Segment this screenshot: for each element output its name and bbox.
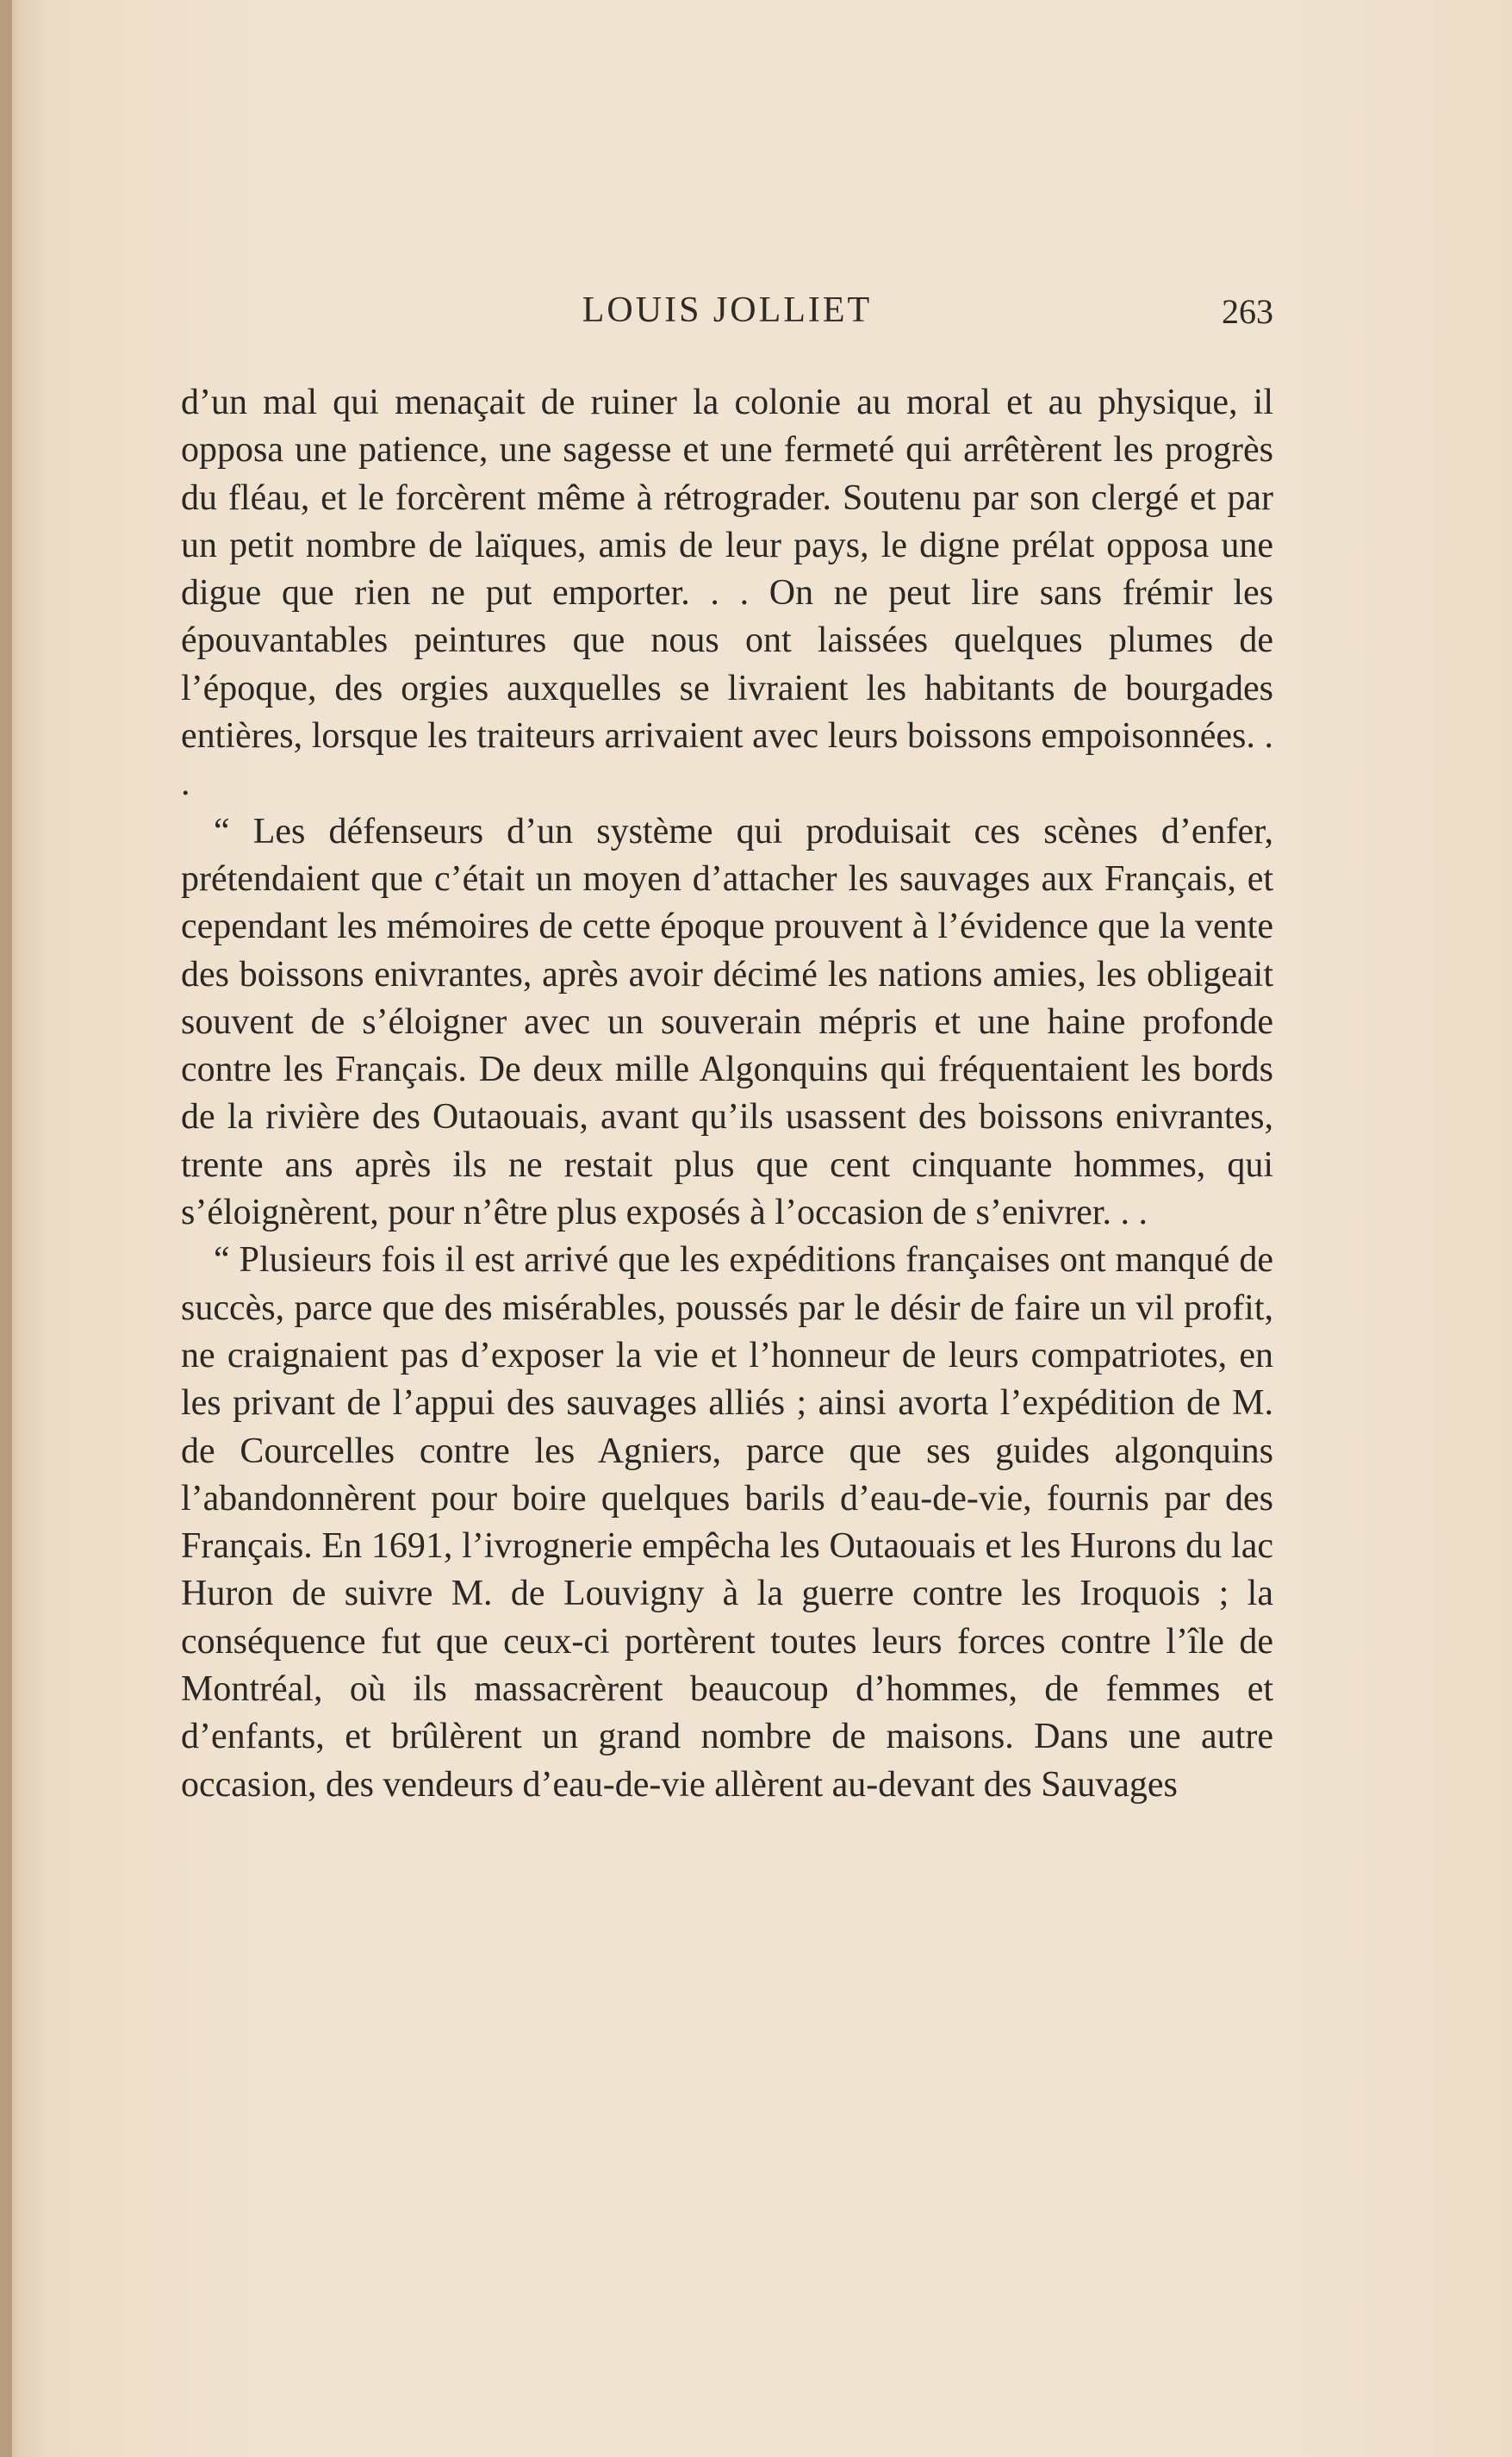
page-spine-edge — [0, 0, 12, 2457]
page-header — [181, 290, 1273, 341]
page-number: 263 — [1222, 292, 1273, 331]
running-title: LOUIS JOLLIET — [582, 290, 873, 330]
paragraph-1: d’un mal qui menaçait de ruiner la colonie au moral et au physique, il opposa une patience, une sagesse et une fermeté qui arrêtèrent les progrès du fléau, et le forcèrent même à rétrograder. Soutenu par son clergé et par un petit nombre de laïques, amis de leur pays, le digne prélat opposa une digue que rien ne put emporter. . . On ne peut lire sans frémir les épouvantables peintures que nous ont laissées quelques plumes de l’époque, des orgies auxquelles se livraient les habitants de bourgades entières, lorsque les traiteurs arrivaient avec leurs boissons empoisonnées. . . — [181, 383, 1273, 804]
paragraph-3: “ Plusieurs fois il est arrivé que les expéditions françaises ont manqué de succès, parce que des misérables, poussés par le désir de faire un vil profit, ne craignaient pas d’exposer la vie et l’honneur de leurs compatriotes, en les privant de l’appui des sauvages alliés ; ainsi avorta l’expédition de M. de Courcelles contre les Agniers, parce que ses guides algonquins l’abandonnèrent pour boire quelques barils d’eau-de-vie, fournis par des Français. En 1691, l’ivrognerie empêcha les Outaouais et les Hurons du lac Huron de suivre M. de Louvigny à la guerre contre les Iroquois ; la conséquence fut que ceux-ci portèrent toutes leurs forces contre l’île de Montréal, où ils massacrèrent beaucoup d’hommes, de femmes et d’enfants, et brûlèrent un grand nombre de maisons. Dans une autre occasion, des vendeurs d’eau-de-vie allèrent au-devant des Sauvages — [181, 1240, 1273, 1805]
paragraph-2: “ Les défenseurs d’un système qui produisait ces scènes d’enfer, prétendaient que c’était un moyen d’attacher les sauvages aux Français, et cependant les mémoires de cette époque prouvent à l’évidence que la vente des boissons enivrantes, après avoir décimé les nations amies, les obligeait souvent de s’éloigner avec un souverain mépris et une haine profonde contre les Français. De deux mille Algonquins qui fréquentaient les bords de la rivière des Outaouais, avant qu’ils usassent des boissons enivrantes, trente ans après ils ne restait plus que cent cinquante hommes, qui s’éloignèrent, pour n’être plus exposés à l’occasion de s’enivrer. . . — [181, 811, 1273, 1233]
body-text — [181, 379, 1273, 1809]
